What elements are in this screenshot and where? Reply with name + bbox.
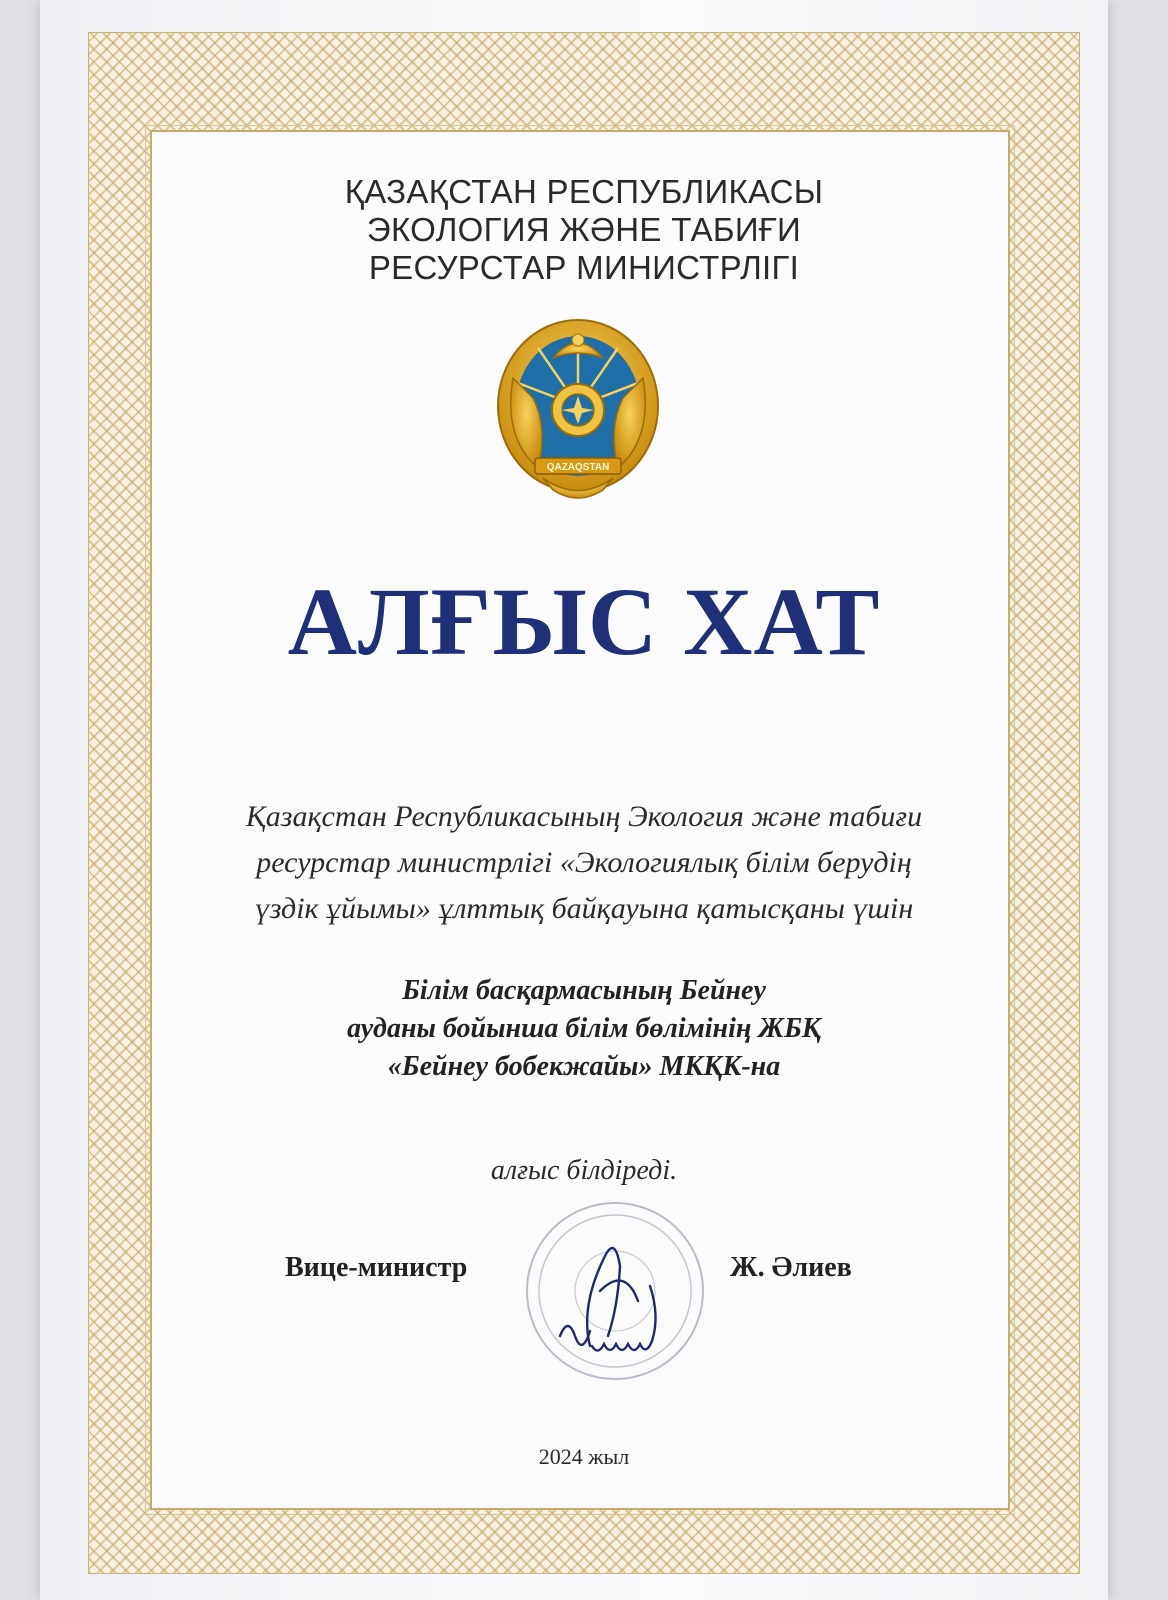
recipient-line-3: «Бейнеу бобекжайы» МКҚК-на — [387, 1051, 781, 1082]
reason-line-1: Қазақстан Республикасының Экология және табиғи — [245, 800, 923, 833]
signatory-position: Вице-министр — [285, 1252, 468, 1283]
certificate-title: АЛҒЫС ХАТ — [287, 568, 881, 675]
official-seal-icon — [520, 1196, 710, 1386]
issue-year: 2024 жыл — [538, 1444, 630, 1469]
ministry-header — [0, 173, 1168, 287]
ministry-line-2: ЭКОЛОГИЯ ЖӘНЕ ТАБИҒИ — [366, 211, 802, 248]
reason-text — [0, 794, 1168, 932]
recipient-line-2: ауданы бойынша білім бөлімінің ЖБҚ — [347, 1013, 821, 1044]
signature-icon — [560, 1248, 656, 1351]
recipient-text — [0, 972, 1168, 1086]
signatory-name: Ж. Әлиев — [730, 1252, 852, 1283]
recipient-line-1: Білім басқармасының Бейнеу — [402, 975, 766, 1006]
emblem-caption: QAZAQSTAN — [546, 462, 610, 473]
reason-line-2: ресурстар министрлігі «Экологиялық білім берудің — [256, 846, 912, 879]
reason-line-3: үздік ұйымы» ұлттық байқауына қатысқаны үшін — [254, 892, 914, 925]
kazakhstan-coat-of-arms-icon — [493, 318, 663, 508]
ministry-line-3: РЕСУРСТАР МИНИСТРЛІГІ — [368, 249, 800, 286]
ministry-line-1: ҚАЗАҚСТАН РЕСПУБЛИКАСЫ — [344, 173, 824, 210]
thanks-text: алғыс білдіреді. — [490, 1155, 678, 1186]
